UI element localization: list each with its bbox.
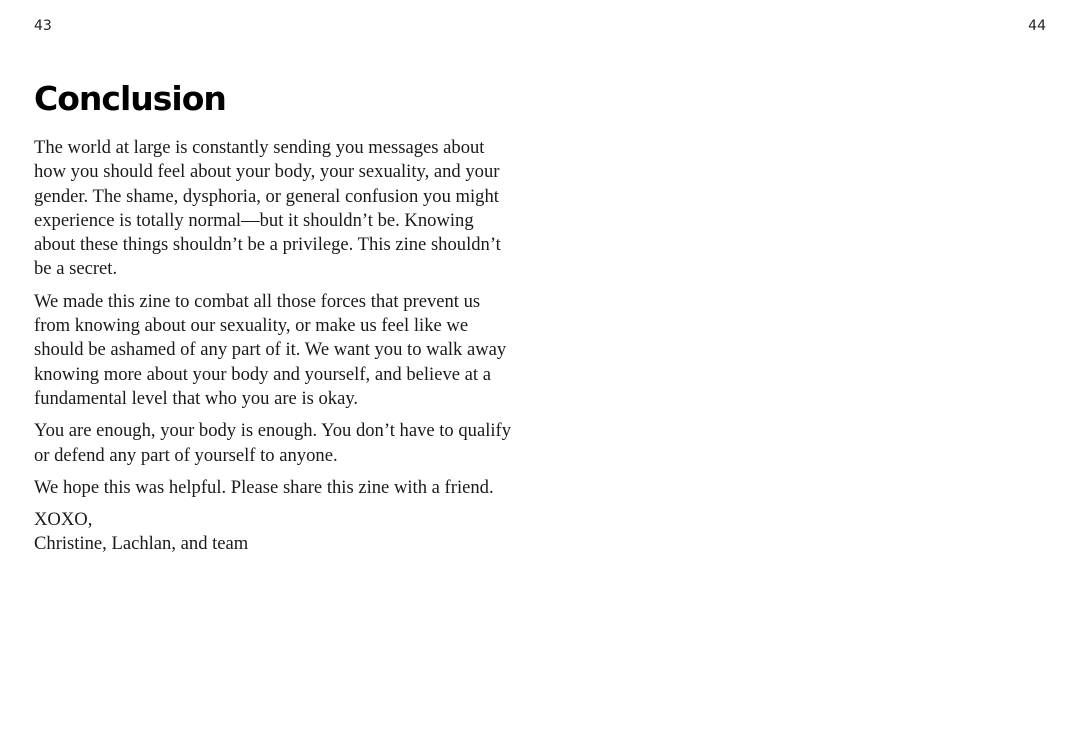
page-number-right: 44 xyxy=(1028,18,1046,34)
paragraph-4: We hope this was helpful. Please share this zine with a friend. xyxy=(34,476,494,498)
section-title: Conclusion xyxy=(34,79,226,118)
signoff-names: Christine, Lachlan, and team xyxy=(34,533,249,555)
signoff-greeting: XOXO, xyxy=(34,509,93,531)
page-number-left: 43 xyxy=(34,18,52,34)
signoff xyxy=(34,508,514,557)
paragraph-2: We made this zine to combat all those forces that prevent us from knowing about our sexuality, or make us feel like we should be ashamed of any part of it. We want you to walk away knowing more about your body and yourself, and believe at a fundamental level that who you are is okay. xyxy=(34,290,507,409)
paragraph-1: The world at large is constantly sending you messages about how you should feel about your body, your sexuality, and your gender. The shame, dysphoria, or general confusion you might experience is totally normal—but it shouldn’t be. Knowing about these things shouldn’t be a privilege. This zine shouldn’t be a secret. xyxy=(34,137,501,280)
paragraph-3: You are enough, your body is enough. You don’t have to qualify or defend any part of yourself to anyone. xyxy=(34,420,512,466)
conclusion-section xyxy=(34,76,514,557)
